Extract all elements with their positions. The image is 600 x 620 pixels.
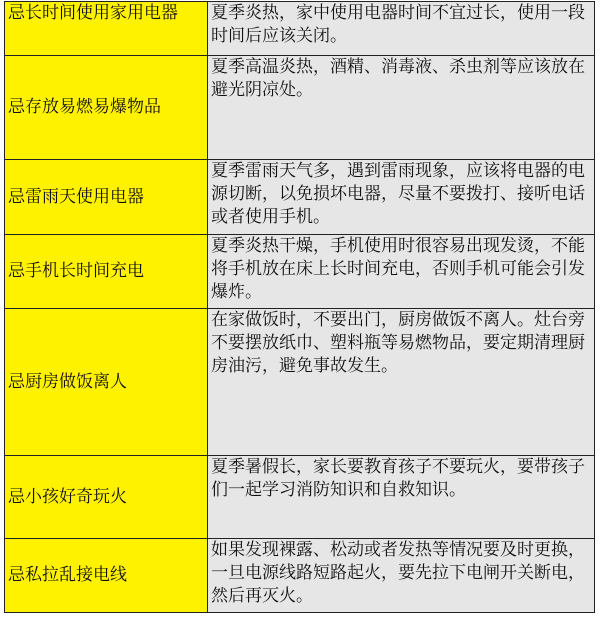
table-row (5, 456, 595, 539)
row-label: 忌小孩好奇玩火 (5, 456, 208, 539)
row-description: 夏季炎热干燥，手机使用时很容易出现发烫，不能将手机放在床上长时间充电，否则手机可能会引发爆炸。 (208, 235, 595, 309)
row-label: 忌私拉乱接电线 (5, 539, 208, 613)
table-row (5, 309, 595, 456)
table-row (5, 539, 595, 613)
row-label: 忌雷雨天使用电器 (5, 160, 208, 235)
table-row (5, 160, 595, 235)
table-row (5, 235, 595, 309)
row-label: 忌厨房做饭离人 (5, 309, 208, 456)
row-label: 忌长时间使用家用电器 (5, 2, 208, 56)
table-row (5, 56, 595, 160)
table-row (5, 2, 595, 56)
safety-tips-table (4, 1, 595, 613)
row-description: 夏季高温炎热，酒精、消毒液、杀虫剂等应该放在避光阴凉处。 (208, 56, 595, 160)
row-description: 夏季炎热，家中使用电器时间不宜过长，使用一段时间后应该关闭。 (208, 2, 595, 56)
row-description: 在家做饭时，不要出门，厨房做饭不离人。灶台旁不要摆放纸巾、塑料瓶等易燃物品，要定期清理厨房油污，避免事故发生。 (208, 309, 595, 456)
row-description: 夏季暑假长，家长要教育孩子不要玩火，要带孩子们一起学习消防知识和自救知识。 (208, 456, 595, 539)
row-description: 夏季雷雨天气多，遇到雷雨现象，应该将电器的电源切断，以免损坏电器，尽量不要拨打、接听电话或者使用手机。 (208, 160, 595, 235)
row-description: 如果发现裸露、松动或者发热等情况要及时更换，一旦电源线路短路起火，要先拉下电闸开关断电，然后再灭火。 (208, 539, 595, 613)
row-label: 忌存放易燃易爆物品 (5, 56, 208, 160)
row-label: 忌手机长时间充电 (5, 235, 208, 309)
